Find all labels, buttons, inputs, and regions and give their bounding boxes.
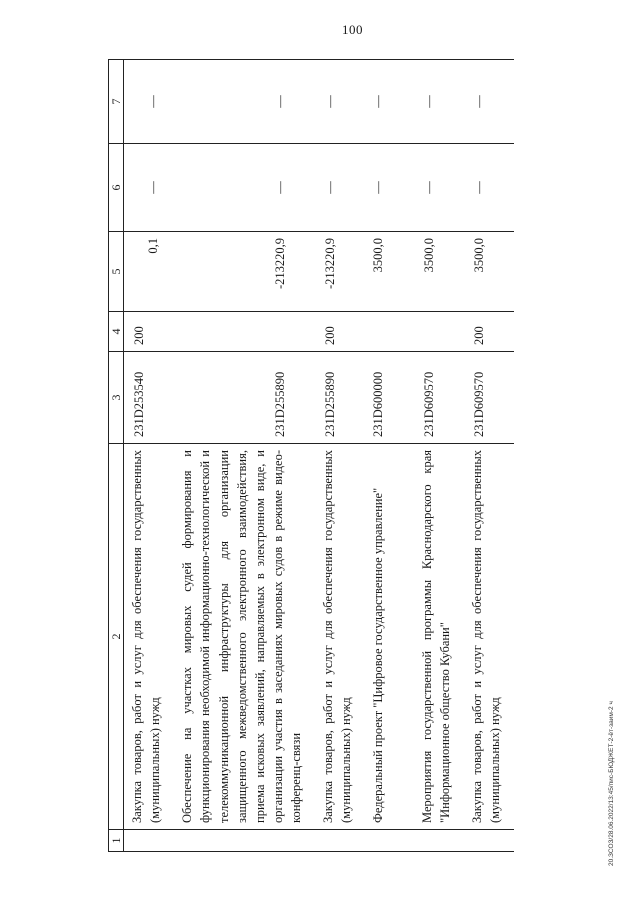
cell-col-1 <box>174 830 315 852</box>
cell-amount: -213220,9 <box>174 232 315 312</box>
header-col-3: 3 <box>109 352 124 444</box>
cell-col-6: — <box>365 144 413 232</box>
table-row <box>124 60 175 852</box>
header-col-7: 7 <box>109 60 124 144</box>
header-col-2: 2 <box>109 444 124 830</box>
header-col-6: 6 <box>109 144 124 232</box>
budget-table <box>108 59 514 852</box>
header-row <box>109 60 124 852</box>
cell-col-1 <box>365 830 413 852</box>
cell-code: 231D255890 <box>315 352 365 444</box>
cell-type <box>414 312 464 352</box>
page-number: 100 <box>342 22 363 37</box>
cell-col-7: — <box>174 60 315 144</box>
cell-col-1 <box>315 830 365 852</box>
cell-col-6: — <box>124 144 175 232</box>
table-row <box>365 60 413 852</box>
rotated-budget-sheet <box>108 60 568 852</box>
cell-description: Закупка товаров, работ и услуг для обеспечения государственных (муниципальных) нужд <box>315 444 365 830</box>
cell-amount: 0,1 <box>124 232 175 312</box>
cell-col-6: — <box>174 144 315 232</box>
cell-code: 231D255890 <box>174 352 315 444</box>
header-col-1: 1 <box>109 830 124 852</box>
cell-amount: 3500,0 <box>365 232 413 312</box>
cell-col-1 <box>464 830 514 852</box>
cell-col-7: — <box>124 60 175 144</box>
cell-col-7: — <box>365 60 413 144</box>
cell-code: 231D609570 <box>414 352 464 444</box>
cell-type: 200 <box>464 312 514 352</box>
cell-type: 200 <box>124 312 175 352</box>
cell-col-1 <box>124 830 175 852</box>
cell-col-6: — <box>315 144 365 232</box>
cell-description: Закупка товаров, работ и услуг для обеспечения государственных (муниципальных) нужд <box>124 444 175 830</box>
table-row <box>315 60 365 852</box>
table-row <box>414 60 464 852</box>
cell-amount: -213220,9 <box>315 232 365 312</box>
cell-col-7: — <box>464 60 514 144</box>
table-header <box>109 60 124 852</box>
cell-type <box>174 312 315 352</box>
cell-code: 231D609570 <box>464 352 514 444</box>
table-body <box>124 60 515 852</box>
cell-col-7: — <box>315 60 365 144</box>
cell-description: Мероприятия государственной программы Краснодарского края "Информационное общество Кубани" <box>414 444 464 830</box>
cell-description: Закупка товаров, работ и услуг для обеспечения государственных (муниципальных) нужд <box>464 444 514 830</box>
cell-description: Федеральный проект "Цифровое государственное управление" <box>365 444 413 830</box>
table-row <box>174 60 315 852</box>
cell-col-6: — <box>414 144 464 232</box>
cell-col-7: — <box>414 60 464 144</box>
cell-amount: 3500,0 <box>464 232 514 312</box>
cell-col-6: — <box>464 144 514 232</box>
cell-description: Обеспечение на участках мировых судей формирования и функционирования необходимой информационно-технологической и телекоммуникационной инфраструктуры для организации защищенного межведомственного электронного взаимодействия, приема исковых заявлений, направляемых в электронном виде, и организации участия в заседаниях мировых судов в режиме видео-конференц-связи <box>174 444 315 830</box>
cell-type <box>365 312 413 352</box>
header-col-5: 5 <box>109 232 124 312</box>
cell-type: 200 <box>315 312 365 352</box>
header-col-4: 4 <box>109 312 124 352</box>
cell-code: 231D253540 <box>124 352 175 444</box>
cell-col-1 <box>414 830 464 852</box>
cell-code: 231D600000 <box>365 352 413 444</box>
table-row <box>464 60 514 852</box>
cell-amount: 3500,0 <box>414 232 464 312</box>
footer-stamp: 20.ЗСОЗ/28.06.2022/13:45/пис-БЮДЖЕТ-2-ёт-заим-2 ч <box>608 701 615 866</box>
